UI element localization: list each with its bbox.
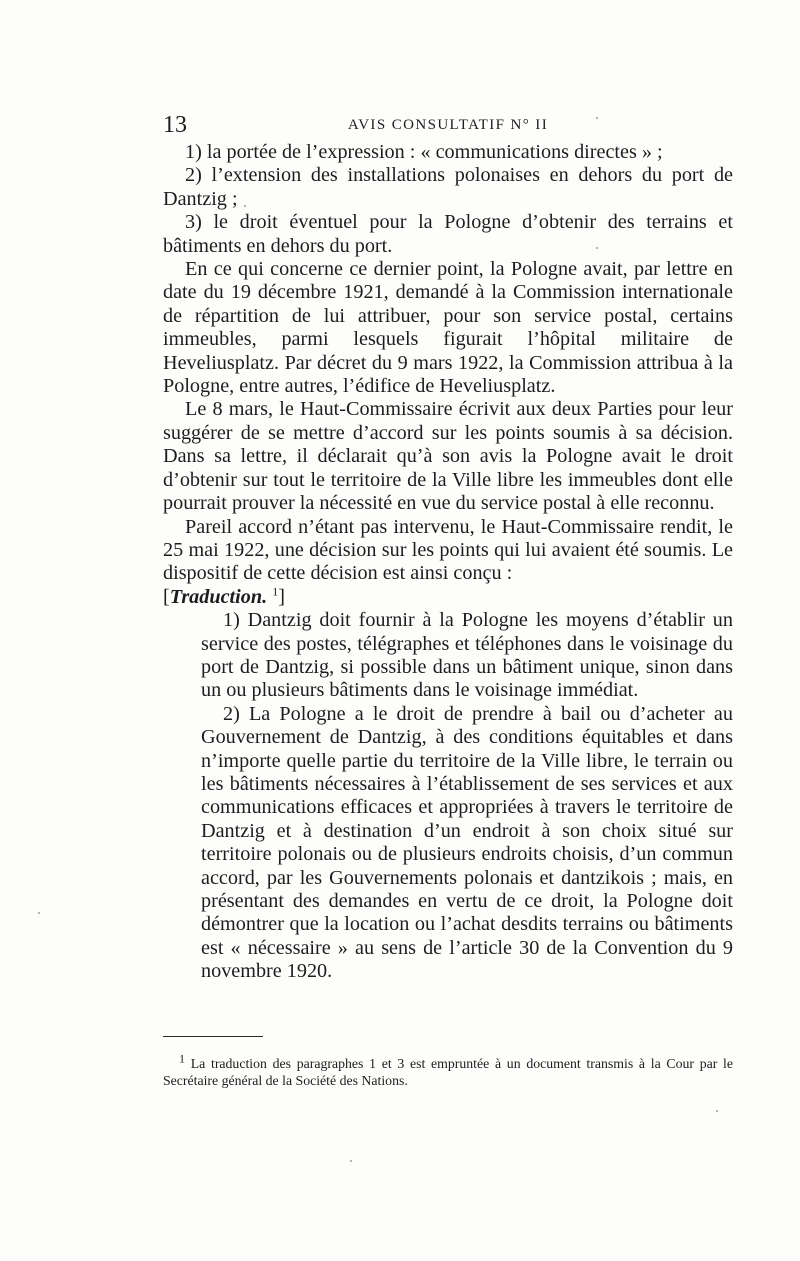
- translation-close-bracket: ]: [278, 585, 285, 608]
- paragraph-4: En ce qui concerne ce dernier point, la Pologne avait, par lettre en date du 19 décembre 1921, demandé à la Commission internationale de répartition de lui attribuer, pour son service postal, certains immeubles, parmi lesquels figurait l’hôpital militaire de Heveliusplatz. Par décret du 9 mars 1922, la Commission attribua à la Pologne, entre autres, l’édifice de Heveliusplatz.: [163, 258, 733, 398]
- paper-speck: [38, 912, 40, 914]
- footnote-text: La traduction des paragraphes 1 et 3 est empruntée à un document transmis à la Cour par le Secrétaire général de la Société des Nations.: [163, 1056, 733, 1088]
- translation-label: [163, 583, 733, 609]
- paragraph-1: 1) la portée de l’expression : « communications directes » ;: [185, 141, 663, 163]
- paragraph-2: 2) l’extension des installations polonaises en dehors du port de Dantzig ;: [163, 164, 733, 210]
- running-title: AVIS CONSULTATIF N° II: [347, 117, 549, 133]
- paragraph-3: 3) le droit éventuel pour la Pologne d’obtenir des terrains et bâtiments en dehors du port.: [163, 211, 733, 257]
- quote-paragraph-2: 2) La Pologne a le droit de prendre à bail ou d’acheter au Gouvernement de Dantzig, à des conditions équitables et dans n’importe quelle partie du territoire de la Ville libre, le terrain ou les bâtiments nécessaires à l’établissement de ses services et aux communications efficaces et appropriées à travers le territoire de Dantzig et à destination d’un endroit à son choix situé sur territoire polonais ou de plusieurs endroits choisis, d’un commun accord, par les Gouvernements polonais et dantzikois ; mais, en présentant des demandes en vertu de ce droit, la Pologne doit démontrer que la location ou l’achat desdits terrains ou bâtiments est « nécessaire » au sens de l’article 30 de la Convention du 9 novembre 1920.: [201, 702, 733, 983]
- paper-speck: [350, 1160, 352, 1162]
- translation-open-bracket: [: [163, 585, 170, 608]
- paragraph-6: Pareil accord n’étant pas intervenu, le Haut-Commissaire rendit, le 25 mai 1922, une décision sur les points qui lui avaient été soumis. Le dispositif de cette décision est ainsi conçu :: [163, 515, 733, 585]
- quote-paragraph-1: 1) Dantzig doit fournir à la Pologne les moyens d’établir un service des postes, télégraphes et téléphones dans le voisinage du port de Dantzig, si possible dans un bâtiment unique, sinon dans un ou plusieurs bâtiments dans le voisinage immédiat.: [201, 609, 733, 702]
- main-text: [163, 141, 733, 984]
- page-header: [163, 110, 733, 140]
- footnote-rule: [163, 1036, 263, 1037]
- paper-speck: [596, 247, 598, 249]
- paper-speck: [244, 205, 246, 207]
- paragraph-5: Le 8 mars, le Haut-Commissaire écrivit aux deux Parties pour leur suggérer de se mettre d’accord sur les points soumis à sa décision. Dans sa lettre, il déclarait qu’à son avis la Pologne avait le droit d’obtenir sur tout le territoire de la Ville libre les immeubles dont elle pourrait prouver la nécessité en vue du service postal à elle reconnu.: [163, 398, 733, 515]
- page-number: 13: [163, 112, 187, 138]
- quoted-decision: [201, 609, 733, 984]
- footnote: [163, 1051, 733, 1089]
- footnote-marker: 1: [179, 1051, 185, 1066]
- footnote-reference: 1: [272, 583, 279, 598]
- translation-word: Traduction.: [169, 585, 268, 608]
- paper-speck: [596, 117, 598, 119]
- paper-speck: [716, 1110, 718, 1112]
